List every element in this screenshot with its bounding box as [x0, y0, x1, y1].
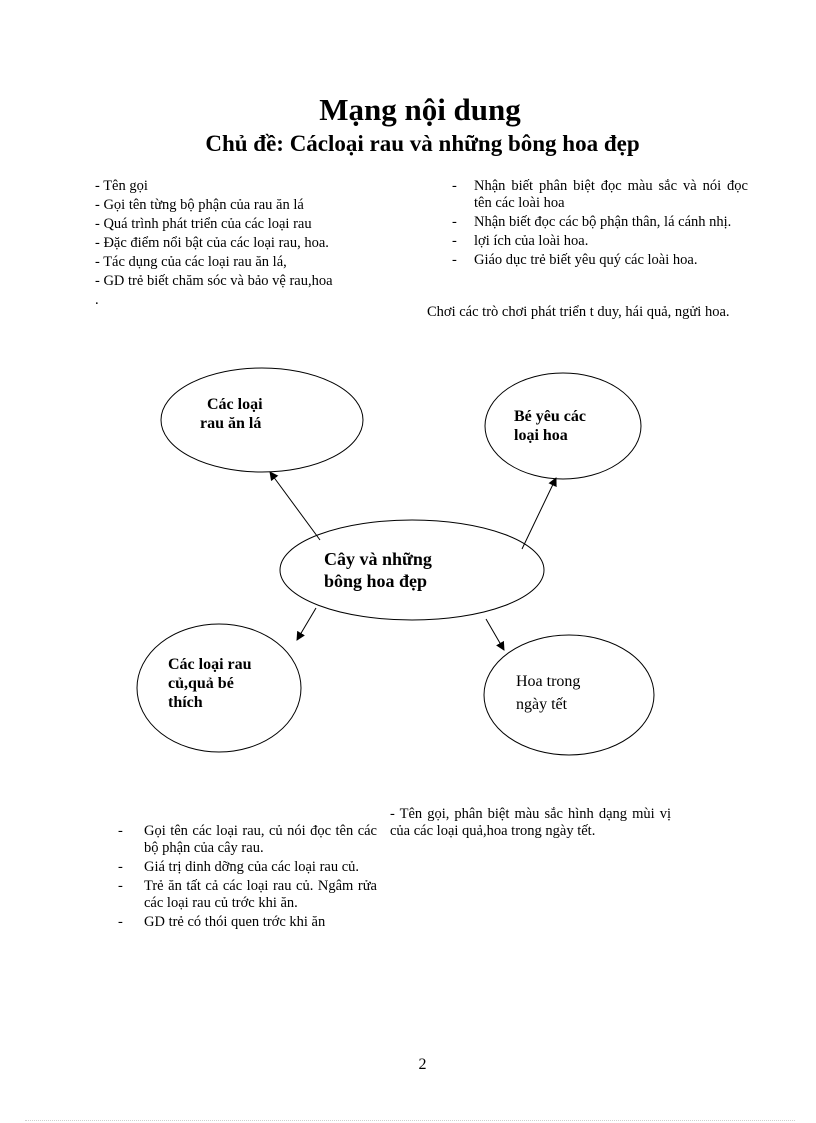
arrow-to-bottom-left — [297, 608, 316, 640]
list-item: - GD trẻ biết chăm sóc và bảo vệ rau,hoa — [95, 273, 333, 289]
list-item: - Giá trị dinh dỡng của các loại rau củ. — [118, 859, 377, 876]
footer-divider — [25, 1120, 795, 1121]
center-node-line-2: bông hoa đẹp — [324, 571, 428, 591]
center-node — [324, 548, 432, 592]
top-left-node — [200, 395, 263, 433]
bottom-left-list — [118, 823, 377, 933]
arrow-to-top-right — [522, 478, 556, 549]
bottom-right-node-line-1: Hoa trong — [516, 673, 581, 690]
list-item: - Đặc điểm nổi bật của các loại rau, hoa. — [95, 235, 329, 251]
list-item: - GD trẻ có thói quen trớc khi ăn — [118, 914, 377, 931]
list-item: - Nhận biết phân biệt đọc màu sắc và nói đọc tên các loài hoa — [450, 178, 748, 212]
page-subtitle: Chủ đề: Cácloại rau và những bông hoa đẹp — [205, 131, 640, 156]
top-left-node-line-1: Các loại — [207, 396, 263, 413]
list-item: - Trẻ ăn tất cả các loại rau củ. Ngâm rửa các loại rau củ trớc khi ăn. — [118, 878, 377, 912]
center-node-line-1: Cây và những — [324, 549, 432, 569]
top-right-paragraph: Chơi các trò chơi phát triển t duy, hái quả, ngửi hoa. — [427, 304, 730, 320]
list-item: - Giáo dục trẻ biết yêu quý các loài hoa. — [450, 252, 748, 269]
bottom-left-node-line-3: thích — [168, 694, 203, 711]
bottom-right-paragraph: - Tên gọi, phân biệt màu sắc hình dạng mùi vị của các loại quả,hoa trong ngày tết. — [390, 806, 671, 839]
page-title: Mạng nội dung — [319, 92, 521, 127]
page-number: 2 — [418, 1056, 427, 1073]
list-item: - Gọi tên từng bộ phận của rau ăn lá — [95, 197, 304, 213]
list-item: . — [95, 292, 99, 308]
bottom-left-node — [168, 655, 252, 712]
list-item: - Nhận biết đọc các bộ phận thân, lá cánh nhị. — [450, 214, 748, 231]
list-item: - Tên gọi — [95, 178, 148, 194]
list-item: - Quá trình phát triển của các loại rau — [95, 216, 312, 232]
top-right-node-line-1: Bé yêu các — [514, 408, 586, 425]
bottom-right-node-line-2: ngày tết — [516, 696, 568, 713]
bottom-left-node-line-1: Các loại rau — [168, 656, 252, 673]
list-item: - Tác dụng của các loại rau ăn lá, — [95, 254, 287, 270]
top-left-node-line-2: rau ăn lá — [200, 415, 262, 432]
arrow-to-top-left — [270, 472, 320, 540]
list-item: - lợi ích của loài hoa. — [450, 233, 748, 250]
bottom-right-node — [516, 670, 580, 716]
bottom-left-node-line-2: củ,quả bé — [168, 675, 234, 692]
list-item: - Gọi tên các loại rau, củ nói đọc tên các bộ phận của cây rau. — [118, 823, 377, 857]
top-right-node — [514, 407, 586, 445]
top-right-node-line-2: loại hoa — [514, 427, 568, 444]
arrow-to-bottom-right — [486, 619, 504, 650]
